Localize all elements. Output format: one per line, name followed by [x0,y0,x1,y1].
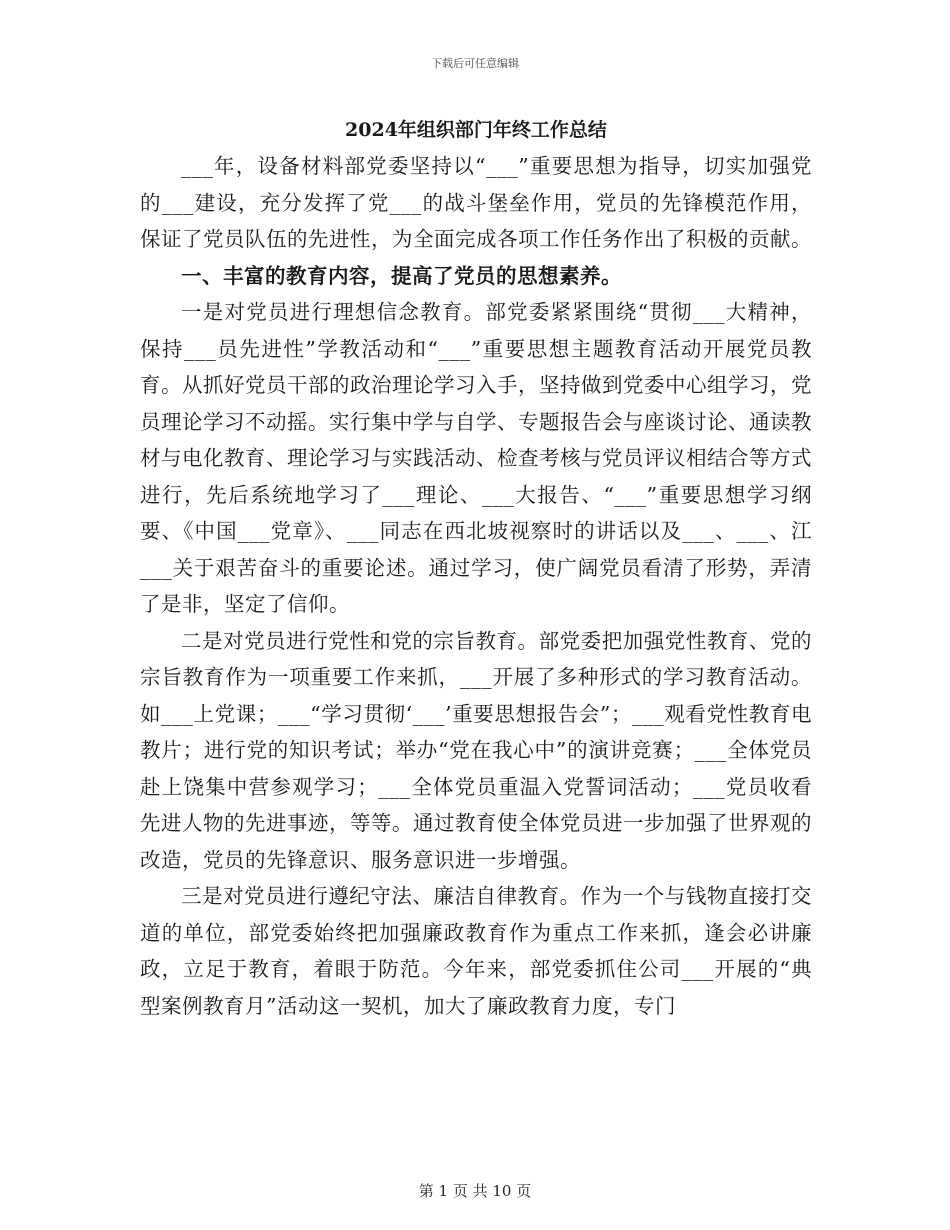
document-page [140,112,812,1024]
paragraph-party-spirit-education: 二是对党员进行党性和党的宗旨教育。部党委把加强党性教育、党的宗旨教育作为一项重要工作来抓，___开展了多种形式的学习教育活动。如___上党课；___“学习贯彻‘___’重要思想报告会”；___观看党性教育电教片；进行党的知识考试；举办“党在我心中”的演讲竞赛；___全体党员赴上饶集中营参观学习；___全体党员重温入党誓词活动；___党员收看先进人物的先进事迹，等等。通过教育使全体党员进一步加强了世界观的改造，党员的先锋意识、服务意识进一步增强。 [140,628,812,872]
paragraph-ideals-education: 一是对党员进行理想信念教育。部党委紧紧围绕“贯彻___大精神，保持___员先进性”学教活动和“___”重要思想主题教育活动开展党员教育。从抓好党员干部的政治理论学习入手，坚持做到党委中心组学习，党员理论学习不动摇。实行集中学与自学、专题报告会与座谈讨论、通读教材与电化教育、理论学习与实践活动、检查考核与党员评议相结合等方式进行，先后系统地学习了___理论、___大报告、“___”重要思想学习纲要、《中国___党章》、___同志在西北坡视察时的讲话以及___、___、江___关于艰苦奋斗的重要论述。通过学习，使广阔党员看清了形势，弄清了是非，坚定了信仰。 [140,300,812,616]
document-title: 2024年组织部门年终工作总结 [345,119,607,141]
page-header-note: 下载后可任意编辑 [431,57,519,70]
section-heading-1: 一、丰富的教育内容，提高了党员的思想素养。 [181,263,622,288]
paragraph-discipline-education: 三是对党员进行遵纪守法、廉洁自律教育。作为一个与钱物直接打交道的单位，部党委始终把加强廉政教育作为重点工作来抓，逢会必讲廉政，立足于教育，着眼于防范。今年来，部党委抓住公司___开展的“典型案例教育月”活动这一契机，加大了廉政教育力度，专门 [140,884,812,1018]
page-number: 第 1 页 共 10 页 [418,1182,532,1200]
intro-paragraph: ___年，设备材料部党委坚持以“___”重要思想为指导，切实加强党的___建设，充分发挥了党___的战斗堡垒作用，党员的先锋模范作用，保证了党员队伍的先进性，为全面完成各项工作任务作出了积极的贡献。 [140,154,812,251]
